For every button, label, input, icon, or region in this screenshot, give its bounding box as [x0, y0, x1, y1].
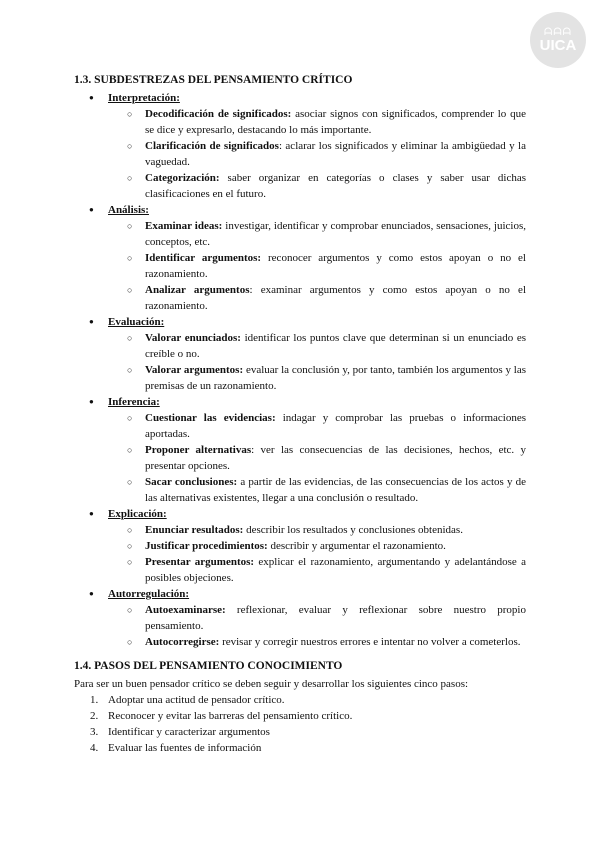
subskill-item [108, 170, 526, 202]
subskills-list [74, 90, 526, 650]
step-text: Reconocer y evitar las barreras del pensamiento crítico. [108, 710, 353, 722]
subskill-term: Cuestionar las evidencias: [145, 412, 276, 424]
section-1-4-intro: Para ser un buen pensador crítico se deben seguir y desarrollar los siguientes cinco pasos: [74, 678, 469, 690]
subskill-description: evaluar la conclusión y, por tanto, también los argumentos y las premisas de un razonamiento. [145, 364, 526, 392]
subskill-description: : examinar argumentos y como estos apoyan o no el razonamiento. [145, 284, 526, 312]
subskill-description: investigar, identificar y comprobar enunciados, sensaciones, juicios, conceptos, etc. [145, 220, 526, 248]
step-number: 4. [90, 742, 99, 754]
subskill-list [108, 602, 526, 650]
subskill-item [108, 522, 526, 538]
subskill-item [108, 330, 526, 362]
subskill-list [108, 330, 526, 394]
subskill-description: describir y argumentar el razonamiento. [267, 540, 446, 552]
document-page [74, 72, 526, 756]
subskill-description: reflexionar, evaluar y reflexionar sobre nuestro propio pensamiento. [145, 604, 526, 632]
subskill-item [108, 554, 526, 586]
subskill-description: revisar y corregir nuestros errores e intentar no volver a cometerlos. [219, 636, 521, 648]
subskill-item [108, 138, 526, 170]
subskill-description: a partir de las evidencias, de las consecuencias de los actos y de las alternativas existentes, llegar a una conclusión o resultado. [145, 476, 526, 504]
step-number: 1. [90, 694, 99, 706]
subskill-term: Enunciar resultados: [145, 524, 244, 536]
steps-list [74, 692, 526, 756]
subskill-item [108, 410, 526, 442]
subskill-item [108, 218, 526, 250]
subskill-term: Clarificación de significados [145, 140, 279, 152]
subskill-term: Analizar argumentos [145, 284, 250, 296]
subskill-description: indagar y comprobar las pruebas o informaciones aportadas. [145, 412, 526, 440]
subskill-description: : aclarar los significados y eliminar la ambigüedad y la vaguedad. [145, 140, 526, 168]
subskill-item [108, 282, 526, 314]
step-number: 3. [90, 726, 99, 738]
subskill-description: reconocer argumentos y como estos apoyan o no el razonamiento. [145, 252, 526, 280]
subskill-term: Examinar ideas: [145, 220, 223, 232]
step-text: Evaluar las fuentes de información [108, 742, 262, 754]
step-item [74, 724, 526, 740]
university-logo [530, 12, 586, 68]
category-name: Inferencia: [108, 396, 160, 408]
category-item [74, 202, 526, 314]
category-item [74, 394, 526, 506]
subskill-list [108, 410, 526, 506]
step-item [74, 708, 526, 724]
subskill-item [108, 442, 526, 474]
logo-line-2: UICA [539, 36, 577, 54]
category-name: Evaluación: [108, 316, 165, 328]
subskill-term: Identificar argumentos: [145, 252, 262, 264]
subskill-term: Valorar enunciados: [145, 332, 241, 344]
logo-line-1: ᗩᗩᗩ [544, 26, 572, 38]
subskill-item [108, 362, 526, 394]
category-name: Interpretación: [108, 92, 180, 104]
subskill-term: Categorización: [145, 172, 220, 184]
subskill-term: Autoexaminarse: [145, 604, 226, 616]
subskill-list [108, 106, 526, 202]
subskill-term: Valorar argumentos: [145, 364, 244, 376]
subskill-term: Presentar argumentos: [145, 556, 255, 568]
subskill-list [108, 218, 526, 314]
subskill-description: identificar los puntos clave que determinan si un enunciado es creíble o no. [145, 332, 526, 360]
subskill-term: Proponer alternativas [145, 444, 252, 456]
subskill-item [108, 106, 526, 138]
subskill-term: Autocorregirse: [145, 636, 220, 648]
subskill-item [108, 538, 526, 554]
subskill-description: explicar el razonamiento, argumentando y adelantándose a posibles objeciones. [145, 556, 527, 584]
step-item [74, 692, 526, 708]
subskill-list [108, 522, 526, 586]
subskill-description: describir los resultados y conclusiones obtenidas. [243, 524, 463, 536]
subskill-term: Sacar conclusiones: [145, 476, 238, 488]
subskill-description: saber organizar en categorías o clases y saber usar dichas clasificaciones en el futuro. [145, 172, 526, 200]
subskill-description: asociar signos con significados, comprender lo que se dice y expresarlo, destacando lo más importante. [145, 108, 526, 136]
step-text: Identificar y caracterizar argumentos [108, 726, 270, 738]
step-text: Adoptar una actitud de pensador crítico. [108, 694, 285, 706]
step-item [74, 740, 526, 756]
category-item [74, 506, 526, 586]
category-name: Explicación: [108, 508, 167, 520]
category-item [74, 314, 526, 394]
subskill-item [108, 474, 526, 506]
category-name: Análisis: [108, 204, 149, 216]
subskill-term: Decodificación de significados: [145, 108, 292, 120]
step-number: 2. [90, 710, 99, 722]
category-item [74, 90, 526, 202]
section-1-4-title: 1.4. PASOS DEL PENSAMIENTO CONOCIMIENTO [74, 660, 343, 672]
subskill-description: : ver las consecuencias de las decisiones, hechos, etc. y presentar opciones. [145, 444, 526, 472]
subskill-term: Justificar procedimientos: [145, 540, 268, 552]
subskill-item [108, 250, 526, 282]
subskill-item [108, 602, 526, 634]
category-name: Autorregulación: [108, 588, 190, 600]
category-item [74, 586, 526, 650]
subskill-item [108, 634, 526, 650]
section-1-3-title: 1.3. SUBDESTREZAS DEL PENSAMIENTO CRÍTICO [74, 74, 353, 86]
